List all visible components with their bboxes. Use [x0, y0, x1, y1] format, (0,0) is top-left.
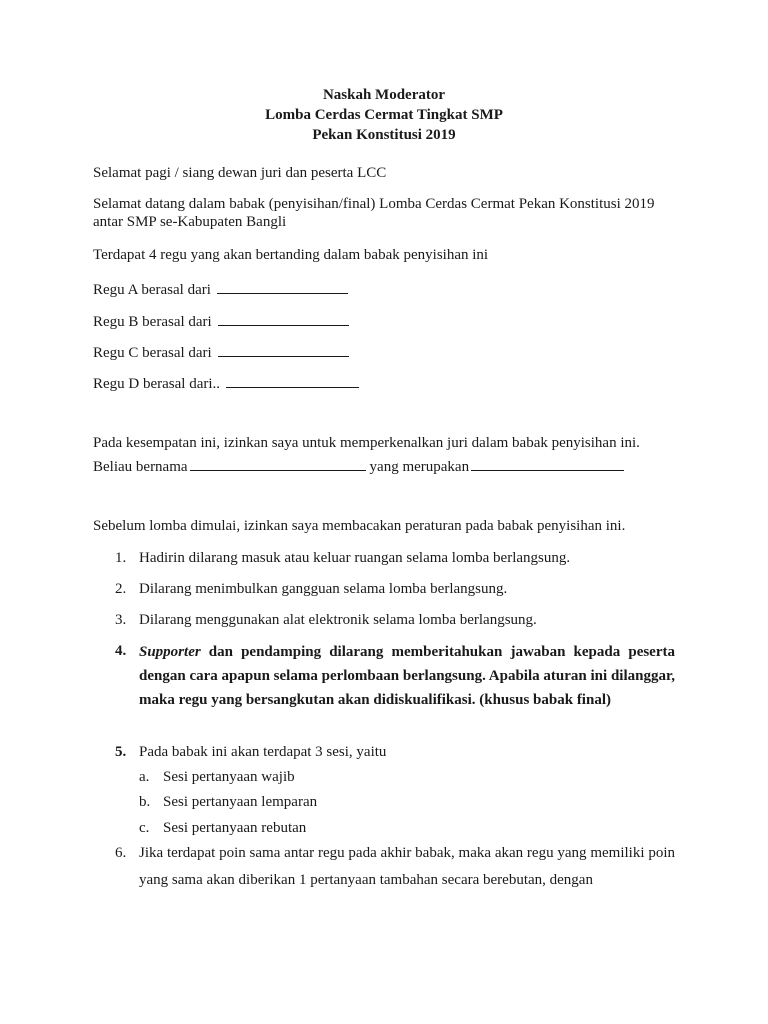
doc-event: Pekan Konstitusi 2019: [312, 127, 456, 143]
team-b-blank: [218, 311, 349, 326]
doc-title: Naskah Moderator: [322, 87, 446, 103]
session-a-text: Sesi pertanyaan wajib: [163, 769, 295, 785]
rule-2-number: 2.: [115, 581, 127, 597]
team-b-line: [93, 311, 349, 331]
doc-subtitle: Lomba Cerdas Cermat Tingkat SMP: [265, 107, 503, 123]
rule-3-text: Dilarang menggunakan alat elektronik selama lomba berlangsung.: [139, 612, 537, 628]
team-b-label: Regu B berasal dari: [93, 314, 212, 330]
rule-6-number: 6.: [115, 845, 127, 861]
welcome-text-line2: antar SMP se-Kabupaten Bangli: [93, 214, 287, 230]
team-a-line: [93, 279, 348, 299]
session-b-letter: b.: [139, 794, 151, 810]
rule-1-number: 1.: [115, 550, 127, 566]
team-a-label: Regu A berasal dari: [93, 282, 211, 298]
welcome-text-line1: Selamat datang dalam babak (penyisihan/final) Lomba Cerdas Cermat Pekan Konstitusi 2019: [93, 196, 655, 212]
jury-intro-text: Pada kesempatan ini, izinkan saya untuk memperkenalkan juri dalam babak penyisihan ini.: [93, 435, 640, 451]
rule-6-text: Jika terdapat poin sama antar regu pada akhir babak, maka akan regu yang memiliki poin yang sama akan diberikan 1 pertanyaan tambahan secara berebutan, dengan: [139, 845, 675, 888]
team-a-blank: [217, 279, 348, 294]
jury-name-label: Beliau bernama: [93, 459, 188, 475]
team-d-label: Regu D berasal dari..: [93, 376, 221, 392]
rule-5-text: Pada babak ini akan terdapat 3 sesi, yaitu: [139, 744, 387, 760]
rule-2-text: Dilarang menimbulkan gangguan selama lomba berlangsung.: [139, 581, 508, 597]
rule-4-text: [139, 640, 675, 712]
session-c-letter: c.: [139, 820, 150, 836]
rule-3-number: 3.: [115, 612, 127, 628]
rule-4-body: dan pendamping dilarang memberitahukan jawaban kepada peserta dengan cara apapun selama perlombaan berlangsung. Apabila aturan ini dilanggar, maka regu yang bersangkutan akan didiskualifikasi. (khusus babak final): [139, 644, 675, 708]
rule-1-text: Hadirin dilarang masuk atau keluar ruangan selama lomba berlangsung.: [139, 550, 571, 566]
rules-intro-text: Sebelum lomba dimulai, izinkan saya membacakan peraturan pada babak penyisihan ini.: [93, 518, 626, 534]
session-b-text: Sesi pertanyaan lemparan: [163, 794, 318, 810]
team-c-line: [93, 342, 349, 362]
teams-intro-text: Terdapat 4 regu yang akan bertanding dalam babak penyisihan ini: [93, 247, 489, 263]
jury-name-blank: [190, 456, 366, 471]
team-c-label: Regu C berasal dari: [93, 345, 212, 361]
rule-4-number: 4.: [115, 643, 127, 659]
greeting-text: Selamat pagi / siang dewan juri dan peserta LCC: [93, 165, 387, 181]
jury-role-blank: [471, 456, 624, 471]
jury-name-line: [93, 456, 628, 476]
team-c-blank: [218, 342, 349, 357]
session-c-text: Sesi pertanyaan rebutan: [163, 820, 307, 836]
rule-5-number: 5.: [115, 744, 127, 760]
team-d-line: [93, 373, 359, 393]
rule-4-emphasis: Supporter: [139, 644, 201, 660]
team-d-blank: [226, 373, 359, 388]
session-a-letter: a.: [139, 769, 150, 785]
jury-role-label: yang merupakan: [369, 459, 470, 475]
